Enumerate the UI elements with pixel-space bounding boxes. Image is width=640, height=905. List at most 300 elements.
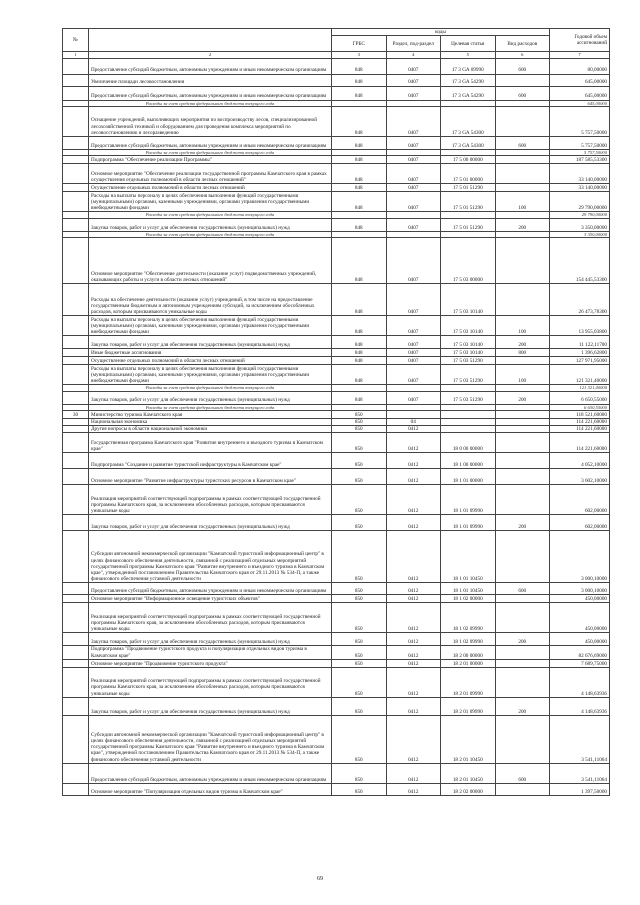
num-cell [63, 453, 89, 469]
sum-cell: 3 000,10000 [550, 583, 610, 595]
name-cell: Предоставление субсидий бюджетным, автономным учреждениям и иным некоммерческим организациям [89, 58, 332, 74]
sum-cell: 5 757,50000 [550, 150, 610, 156]
sum-cell: 602,00000 [550, 485, 610, 515]
table-row [63, 453, 610, 469]
table-row [63, 595, 610, 603]
razdel-cell: 0412 [386, 783, 441, 795]
vr-cell [495, 357, 550, 365]
vr-cell: 200 [495, 218, 550, 231]
budget-table-page [62, 28, 610, 796]
name-cell: Оснащение учреждений, выполняющих мероприятия по воспроизводству лесов, специализированной лесохозяйственной техникой и оборудованием для проведения комплекса мероприятий по лесовосстановлению и лесоразведению [89, 107, 332, 137]
sum-cell: 3 350,00000 [550, 231, 610, 237]
sum-cell: 602,00000 [550, 515, 610, 531]
table-row [63, 426, 610, 433]
cst-cell: 17 5 01 00000 [441, 164, 496, 184]
index-cell: 1 [63, 52, 89, 58]
cst-cell: 18 1 01 00000 [441, 469, 496, 485]
sum-cell: 6 650,55000 [550, 404, 610, 410]
num-cell: 30 [63, 411, 89, 419]
razdel-cell: 0407 [386, 349, 441, 357]
name-cell: Основное мероприятие "Развитие инфраструктуры туристских ресурсов в Камчатском крае" [89, 469, 332, 485]
grbs-cell: 850 [332, 763, 387, 783]
num-cell [63, 633, 89, 646]
cst-cell: 18 1 02 09990 [441, 633, 496, 646]
sum-cell: 6 650,55000 [550, 391, 610, 404]
sum-cell: 26 473,78300 [550, 284, 610, 316]
grbs-cell: 850 [332, 583, 387, 595]
table-row [63, 336, 610, 349]
sum-cell: 645,00000 [550, 74, 610, 86]
grbs-cell: 848 [332, 74, 387, 86]
sum-cell: 121 321,40000 [550, 365, 610, 385]
cst-cell: 17 5 03 10140 [441, 316, 496, 336]
cst-cell: 18 1 01 09990 [441, 485, 496, 515]
razdel-cell [386, 411, 441, 419]
num-cell [63, 349, 89, 357]
name-cell: Расходы на выплаты персоналу в целях обеспечения выполнения функций государственными (муниципальными) органами, казенными учреждениями, органами управления государственными внебюджетными фондами [89, 316, 332, 336]
cst-cell: 18 2 01 10450 [441, 715, 496, 763]
vr-cell: 100 [495, 365, 550, 385]
razdel-cell: 0407 [386, 137, 441, 150]
grbs-cell: 850 [332, 595, 387, 603]
header-cst: Целевая статья [441, 36, 496, 52]
razdel-cell: 0407 [386, 156, 441, 164]
cst-cell: 18 1 01 09990 [441, 515, 496, 531]
name-cell: Осуществление отдельных полномочий в области лесных отношений [89, 184, 332, 192]
grbs-cell: 850 [332, 515, 387, 531]
cst-cell: 18 1 01 10450 [441, 531, 496, 583]
cst-cell: 17 5 03 51290 [441, 357, 496, 365]
vr-cell [495, 595, 550, 603]
header-razdel: Раздел, под-раздел [386, 36, 441, 52]
num-cell [63, 357, 89, 365]
cst-cell: 17 5 03 51290 [441, 365, 496, 385]
razdel-cell: 0412 [386, 515, 441, 531]
num-cell [63, 583, 89, 595]
index-cell: 4 [386, 52, 441, 58]
name-cell: Предоставление субсидий бюджетным, автономным учреждениям и иным некоммерческим организациям [89, 763, 332, 783]
sum-cell: 1 396,62800 [550, 349, 610, 357]
table-row [63, 433, 610, 453]
num-cell [63, 284, 89, 316]
index-cell: 7 [550, 52, 610, 58]
sum-cell: 121 321,40000 [550, 385, 610, 391]
name-cell: Основное мероприятие "Информационное освещение туристских объектов" [89, 595, 332, 603]
index-cell: 3 [332, 52, 387, 58]
table-row [63, 349, 610, 357]
grbs-cell: 850 [332, 603, 387, 633]
grbs-cell: 850 [332, 426, 387, 433]
grbs-cell: 850 [332, 697, 387, 715]
grbs-cell: 848 [332, 137, 387, 150]
table-row [63, 74, 610, 86]
razdel-cell: 0407 [386, 357, 441, 365]
vr-cell [495, 667, 550, 697]
num-cell [63, 419, 89, 426]
cst-cell: 18 2 01 10450 [441, 763, 496, 783]
grbs-cell: 848 [332, 218, 387, 231]
cst-cell: 18 1 01 10450 [441, 583, 496, 595]
name-cell: Закупка товаров, работ и услуг для обеспечения государственных (муниципальных) нужд [89, 218, 332, 231]
vr-cell: 200 [495, 633, 550, 646]
grbs-cell: 850 [332, 419, 387, 426]
sum-cell: 33 140,00000 [550, 184, 610, 192]
vr-cell [495, 485, 550, 515]
cst-cell: 18 1 02 00000 [441, 595, 496, 603]
grbs-cell: 850 [332, 667, 387, 697]
name-cell: Основное мероприятие "Обеспечение реализации государственной программы Камчатского края в рамках осуществления отдельных полномочий в области лесных отношений" [89, 164, 332, 184]
header-sum: Годовой объем ассигнований [550, 29, 610, 52]
vr-cell [495, 469, 550, 485]
razdel-cell: 0407 [386, 107, 441, 137]
name-cell: Осуществление отдельных полномочий в области лесных отношений [89, 357, 332, 365]
razdel-cell: 0407 [386, 365, 441, 385]
name-cell: Расходы на обеспечение деятельности (оказание услуг) учреждений, в том числе на предоставление государственным бюджетным и автономным учреждениям субсидий, за исключением обособленных расходов, которым присваиваются уникальные коды [89, 284, 332, 316]
vr-cell: 600 [495, 86, 550, 100]
name-cell: Закупка товаров, работ и услуг для обеспечения государственных (муниципальных) нужд [89, 697, 332, 715]
table-row [63, 218, 610, 231]
header-num: № [63, 29, 89, 52]
grbs-cell: 850 [332, 411, 387, 419]
name-cell: Основное мероприятие "Популяризация отдельных видов туризма в Камчатском крае" [89, 783, 332, 795]
cst-cell: 17 5 00 00000 [441, 156, 496, 164]
table-row [63, 469, 610, 485]
table-row [63, 316, 610, 336]
sum-cell: 114 221,60000 [550, 419, 610, 426]
num-cell [63, 316, 89, 336]
razdel-cell: 0412 [386, 603, 441, 633]
sum-cell: 3 541,11064 [550, 763, 610, 783]
table-row [63, 763, 610, 783]
grbs-cell: 848 [332, 107, 387, 137]
name-cell: Закупка товаров, работ и услуг для обеспечения государственных (муниципальных) нужд [89, 391, 332, 404]
num-cell [63, 603, 89, 633]
num-cell [63, 86, 89, 100]
name-cell: Расходы на выплаты персоналу в целях обеспечения выполнения функций государственными (муниципальными) органами, казенными учреждениями, органами управления государственными внебюджетными фондами [89, 192, 332, 212]
name-cell: Основное мероприятие "Продвижение туристского продукта" [89, 659, 332, 667]
table-row [63, 783, 610, 795]
sum-cell: 33 140,00000 [550, 164, 610, 184]
name-cell: Подпрограмма "Обеспечение реализации Программы" [89, 156, 332, 164]
num-cell [63, 469, 89, 485]
num-cell [63, 391, 89, 404]
table-row [63, 391, 610, 404]
num-cell [63, 595, 89, 603]
num-cell [63, 58, 89, 74]
sum-cell: 1 397,50000 [550, 783, 610, 795]
vr-cell: 600 [495, 583, 550, 595]
grbs-cell: 850 [332, 433, 387, 453]
vr-cell [495, 783, 550, 795]
vr-cell [495, 426, 550, 433]
num-cell [63, 715, 89, 763]
cst-cell: 17 5 03 10140 [441, 284, 496, 316]
sum-cell: 7 689,75000 [550, 659, 610, 667]
cst-cell [441, 426, 496, 433]
index-cell: 2 [89, 52, 332, 58]
vr-cell [495, 531, 550, 583]
razdel-cell: 0412 [386, 485, 441, 515]
razdel-cell: 0412 [386, 659, 441, 667]
grbs-cell: 848 [332, 357, 387, 365]
vr-cell: 100 [495, 316, 550, 336]
sum-cell: 450,00000 [550, 595, 610, 603]
razdel-cell: 0412 [386, 433, 441, 453]
grbs-cell: 850 [332, 633, 387, 646]
name-cell: Закупка товаров, работ и услуг для обеспечения государственных (муниципальных) нужд [89, 633, 332, 646]
name-cell: Предоставление субсидий бюджетным, автономным учреждениям и иным некоммерческим организациям [89, 583, 332, 595]
razdel-cell: 04 [386, 419, 441, 426]
num-cell [63, 164, 89, 184]
name-cell: Другие вопросы в области национальной экономики [89, 426, 332, 433]
name-cell: Государственная программа Камчатского края "Развитие внутреннего и въездного туризма в Камчатском крае" [89, 433, 332, 453]
table-row [63, 697, 610, 715]
razdel-cell: 0407 [386, 192, 441, 212]
index-cell: 5 [441, 52, 496, 58]
grbs-cell: 848 [332, 349, 387, 357]
razdel-cell: 0412 [386, 646, 441, 659]
vr-cell [495, 659, 550, 667]
razdel-cell: 0407 [386, 218, 441, 231]
name-cell: Расходы за счет средств федерального бюджета текущего года [89, 231, 332, 237]
num-cell [63, 192, 89, 212]
vr-cell: 200 [495, 336, 550, 349]
cst-cell: 17 3 GA 54300 [441, 107, 496, 137]
cst-cell: 17 5 01 51290 [441, 184, 496, 192]
razdel-cell: 0412 [386, 531, 441, 583]
table-row [63, 365, 610, 385]
name-cell: Предоставление субсидий бюджетным, автономным учреждениям и иным некоммерческим организациям [89, 137, 332, 150]
name-cell: Расходы за счет средств федерального бюджета текущего года [89, 212, 332, 218]
name-cell: Подпрограмма "Создание и развитие туристской инфраструктуры в Камчатском крае" [89, 453, 332, 469]
cst-cell: 18 2 00 00000 [441, 646, 496, 659]
vr-cell [495, 184, 550, 192]
grbs-cell: 848 [332, 192, 387, 212]
grbs-cell: 850 [332, 646, 387, 659]
name-cell: Предоставление субсидий бюджетным, автономным учреждениям и иным некоммерческим организациям [89, 86, 332, 100]
name-cell: Закупка товаров, работ и услуг для обеспечения государственных (муниципальных) нужд [89, 515, 332, 531]
name-cell: Реализация мероприятий соответствующей подпрограммы в рамках соответствующей государственной программы Камчатского края, за исключением обособленных расходов, которым присваиваются уникальные коды [89, 667, 332, 697]
cst-cell: 17 5 01 51290 [441, 192, 496, 212]
name-cell: Увеличение площади лесовосстановления [89, 74, 332, 86]
table-row [63, 419, 610, 426]
table-row [63, 583, 610, 595]
page-number: 69 [317, 876, 323, 882]
table-row [63, 659, 610, 667]
num-cell [63, 763, 89, 783]
razdel-cell: 0407 [386, 86, 441, 100]
vr-cell: 600 [495, 137, 550, 150]
razdel-cell: 0407 [386, 316, 441, 336]
grbs-cell: 850 [332, 659, 387, 667]
cst-cell: 18 2 01 09990 [441, 667, 496, 697]
vr-cell [495, 603, 550, 633]
razdel-cell: 0407 [386, 58, 441, 74]
table-row [63, 667, 610, 697]
sum-cell: 3 602,10000 [550, 469, 610, 485]
grbs-cell: 850 [332, 485, 387, 515]
grbs-cell: 848 [332, 184, 387, 192]
cst-cell: 17 5 01 51290 [441, 218, 496, 231]
cst-cell: 18 0 00 00000 [441, 433, 496, 453]
razdel-cell: 0407 [386, 184, 441, 192]
name-cell: Министерство туризма Камчатского края [89, 411, 332, 419]
sum-cell: 4 052,10000 [550, 453, 610, 469]
table-row [63, 715, 610, 763]
table-row [63, 192, 610, 212]
name-cell: Расходы за счет средств федерального бюджета текущего года [89, 404, 332, 410]
sum-cell: 3 350,00000 [550, 218, 610, 231]
table-row [63, 633, 610, 646]
name-cell: Реализация мероприятий соответствующей подпрограммы в рамках соответствующей государственной программы Камчатского края, за исключением обособленных расходов, которым присваиваются уникальные коды [89, 485, 332, 515]
sum-cell: 187 585,53300 [550, 156, 610, 164]
name-cell: Иные бюджетные ассигнования [89, 349, 332, 357]
razdel-cell: 0412 [386, 453, 441, 469]
sum-cell: 5 757,50000 [550, 137, 610, 150]
name-cell: Национальная экономика [89, 419, 332, 426]
vr-cell [495, 238, 550, 284]
table-row [63, 411, 610, 419]
vr-cell [495, 107, 550, 137]
sum-cell: 118 521,60000 [550, 411, 610, 419]
razdel-cell: 0412 [386, 426, 441, 433]
cst-cell: 17 3 GA 54300 [441, 137, 496, 150]
vr-cell [495, 646, 550, 659]
header-codes: коды [332, 29, 550, 36]
table-row [63, 603, 610, 633]
cst-cell: 18 1 00 00000 [441, 453, 496, 469]
vr-cell: 800 [495, 349, 550, 357]
razdel-cell: 0412 [386, 595, 441, 603]
name-cell: Расходы за счет средств федерального бюджета текущего года [89, 385, 332, 391]
razdel-cell: 0412 [386, 667, 441, 697]
num-cell [63, 137, 89, 150]
sum-cell: 450,00000 [550, 633, 610, 646]
grbs-cell: 848 [332, 391, 387, 404]
name-cell: Расходы за счет средств федерального бюджета текущего года [89, 100, 332, 106]
table-row [63, 86, 610, 100]
num-cell [63, 107, 89, 137]
razdel-cell: 0412 [386, 715, 441, 763]
vr-cell [495, 284, 550, 316]
cst-cell: 18 1 02 09990 [441, 603, 496, 633]
name-cell: Подпрограмма "Продвижение туристского продукта и популяризация отдельных видов туризма в Камчатском крае" [89, 646, 332, 659]
razdel-cell: 0412 [386, 583, 441, 595]
num-cell [63, 218, 89, 231]
grbs-cell: 848 [332, 164, 387, 184]
num-cell [63, 426, 89, 433]
cst-cell: 18 2 02 00000 [441, 783, 496, 795]
num-cell [63, 184, 89, 192]
razdel-cell: 0407 [386, 336, 441, 349]
num-cell [63, 697, 89, 715]
name-cell: Субсидии автономной некоммерческой организации "Камчатский туристский информационный центр" в целях финансового обеспечения деятельности, связанной с реализацией отдельных мероприятий государственной программы Камчатского края "Развитие внутреннего и въездного туризма в Камчатском крае", утвержденной постановлением Правительства Камчатского края от 29.11.2013 № 534-П, а также финансового обеспечения уставной деятельности [89, 531, 332, 583]
sum-cell: 3 541,11064 [550, 715, 610, 763]
grbs-cell: 848 [332, 336, 387, 349]
sum-cell: 450,00000 [550, 603, 610, 633]
vr-cell [495, 74, 550, 86]
sum-cell: 29 790,00000 [550, 212, 610, 218]
name-cell: Закупка товаров, работ и услуг для обеспечения государственных (муниципальных) нужд [89, 336, 332, 349]
grbs-cell: 848 [332, 284, 387, 316]
vr-cell [495, 453, 550, 469]
razdel-cell: 0412 [386, 633, 441, 646]
table-row [63, 107, 610, 137]
num-cell [63, 531, 89, 583]
razdel-cell: 0412 [386, 697, 441, 715]
table-row [63, 485, 610, 515]
header-name [89, 29, 332, 52]
grbs-cell: 848 [332, 316, 387, 336]
num-cell [63, 238, 89, 284]
razdel-cell: 0407 [386, 391, 441, 404]
razdel-cell: 0407 [386, 164, 441, 184]
cst-cell [441, 411, 496, 419]
budget-table [62, 28, 610, 796]
cst-cell: 18 2 01 09990 [441, 697, 496, 715]
name-cell: Реализация мероприятий соответствующей подпрограммы в рамках соответствующей государственной программы Камчатского края, за исключением обособленных расходов, которым присваиваются уникальные коды [89, 603, 332, 633]
table-row [63, 164, 610, 184]
razdel-cell: 0412 [386, 763, 441, 783]
grbs-cell: 848 [332, 58, 387, 74]
razdel-cell: 0407 [386, 74, 441, 86]
vr-cell [495, 433, 550, 453]
grbs-cell: 850 [332, 531, 387, 583]
cst-cell: 17 5 03 51290 [441, 391, 496, 404]
vr-cell [495, 164, 550, 184]
sum-cell: 4 148,63936 [550, 667, 610, 697]
sum-cell: 114 221,60000 [550, 433, 610, 453]
cst-cell: 17 3 GA 09990 [441, 58, 496, 74]
grbs-cell: 850 [332, 715, 387, 763]
grbs-cell: 850 [332, 453, 387, 469]
table-row [63, 515, 610, 531]
vr-cell: 200 [495, 391, 550, 404]
vr-cell: 200 [495, 515, 550, 531]
cst-cell: 17 5 03 10140 [441, 349, 496, 357]
sum-cell: 29 790,00000 [550, 192, 610, 212]
cst-cell [441, 419, 496, 426]
vr-cell [495, 156, 550, 164]
num-cell [63, 365, 89, 385]
sum-cell: 80,00000 [550, 58, 610, 74]
sum-cell: 645,00000 [550, 86, 610, 100]
sum-cell: 127 971,95000 [550, 357, 610, 365]
vr-cell: 100 [495, 192, 550, 212]
sum-cell: 645,00000 [550, 100, 610, 106]
header-vr: Вид расходов [495, 36, 550, 52]
num-cell [63, 485, 89, 515]
num-cell [63, 659, 89, 667]
num-cell [63, 783, 89, 795]
num-cell [63, 667, 89, 697]
grbs-cell: 850 [332, 783, 387, 795]
sum-cell: 11 122,11700 [550, 336, 610, 349]
razdel-cell: 0407 [386, 238, 441, 284]
vr-cell: 600 [495, 763, 550, 783]
razdel-cell: 0407 [386, 284, 441, 316]
sum-cell: 13 955,03800 [550, 316, 610, 336]
vr-cell [495, 411, 550, 419]
grbs-cell: 850 [332, 469, 387, 485]
vr-cell: 600 [495, 58, 550, 74]
table-body [63, 58, 610, 795]
table-row [63, 357, 610, 365]
table-row [63, 156, 610, 164]
name-cell: Расходы за счет средств федерального бюджета текущего года [89, 150, 332, 156]
cst-cell: 17 5 03 10140 [441, 336, 496, 349]
razdel-cell: 0412 [386, 469, 441, 485]
